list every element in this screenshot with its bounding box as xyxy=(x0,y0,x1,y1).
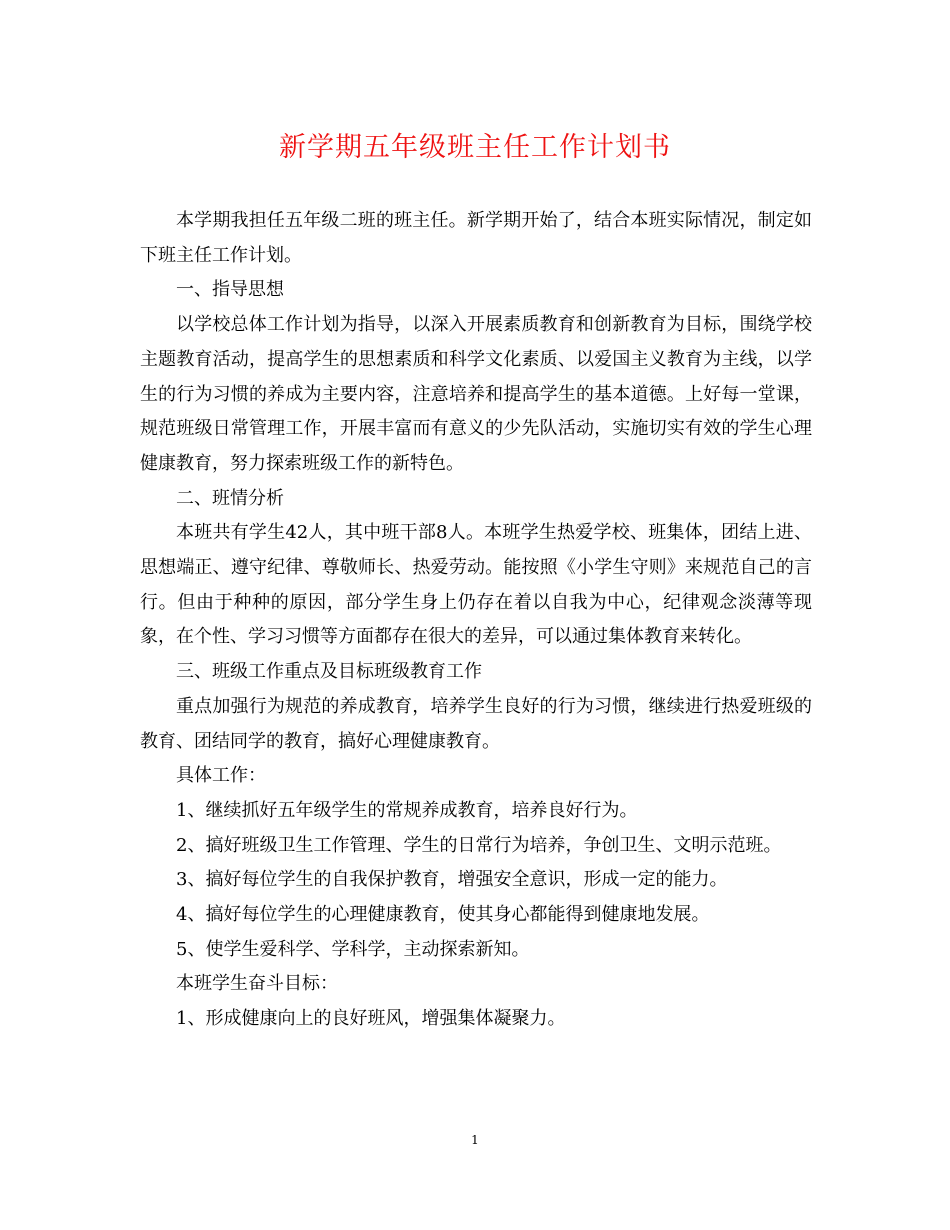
list-item-work-3: 3、搞好每位学生的自我保护教育，增强安全意识，形成一定的能力。 xyxy=(176,869,728,891)
subheading-class-goals: 本班学生奋斗目标： xyxy=(176,973,338,995)
paragraph-class-analysis: 本班共有学生42人，其中班干部8人。本班学生热爱学校、班集体，团结上进、思想端正、遵守纪律、尊敬师长、热爱劳动。能按照《小学生守则》来规范自己的言行。但由于种种的原因，部分学生身上仍存在着以自我为中心，纪律观念淡薄等现象，在个性、学习习惯等方面都存在很大的差异，可以通过集体教育来转化。 xyxy=(140,522,812,648)
list-item-work-4: 4、搞好每位学生的心理健康教育，使其身心都能得到健康地发展。 xyxy=(176,904,710,926)
section-heading-class-analysis: 二、班情分析 xyxy=(176,487,284,509)
section-heading-guiding-ideology: 一、指导思想 xyxy=(176,279,284,301)
document-body xyxy=(140,204,812,1037)
document-title: 新学期五年级班主任工作计划书 xyxy=(279,132,671,163)
paragraph-intro: 本学期我担任五年级二班的班主任。新学期开始了，结合本班实际情况，制定如下班主任工作计划。 xyxy=(140,210,812,266)
paragraph-work-focus: 重点加强行为规范的养成教育，培养学生良好的行为习惯，继续进行热爱班级的教育、团结同学的教育，搞好心理健康教育。 xyxy=(140,695,812,752)
subheading-specific-work: 具体工作： xyxy=(176,765,266,787)
page-number: 1 xyxy=(471,1133,479,1147)
paragraph-guiding-ideology: 以学校总体工作计划为指导，以深入开展素质教育和创新教育为目标，围绕学校主题教育活动，提高学生的思想素质和科学文化素质、以爱国主义教育为主线，以学生的行为习惯的养成为主要内容，注意培养和提高学生的基本道德。上好每一堂课，规范班级日常管理工作，开展丰富而有意义的少先队活动，实施切实有效的学生心理健康教育，努力探索班级工作的新特色。 xyxy=(140,314,812,474)
list-item-work-5: 5、使学生爱科学、学科学，主动探索新知。 xyxy=(176,938,530,960)
section-heading-work-focus: 三、班级工作重点及目标班级教育工作 xyxy=(176,661,482,683)
list-item-work-2: 2、搞好班级卫生工作管理、学生的日常行为培养，争创卫生、文明示范班。 xyxy=(176,834,782,856)
list-item-work-1: 1、继续抓好五年级学生的常规养成教育，培养良好行为。 xyxy=(176,799,638,821)
list-item-goal-1: 1、形成健康向上的良好班风，增强集体凝聚力。 xyxy=(176,1008,566,1030)
